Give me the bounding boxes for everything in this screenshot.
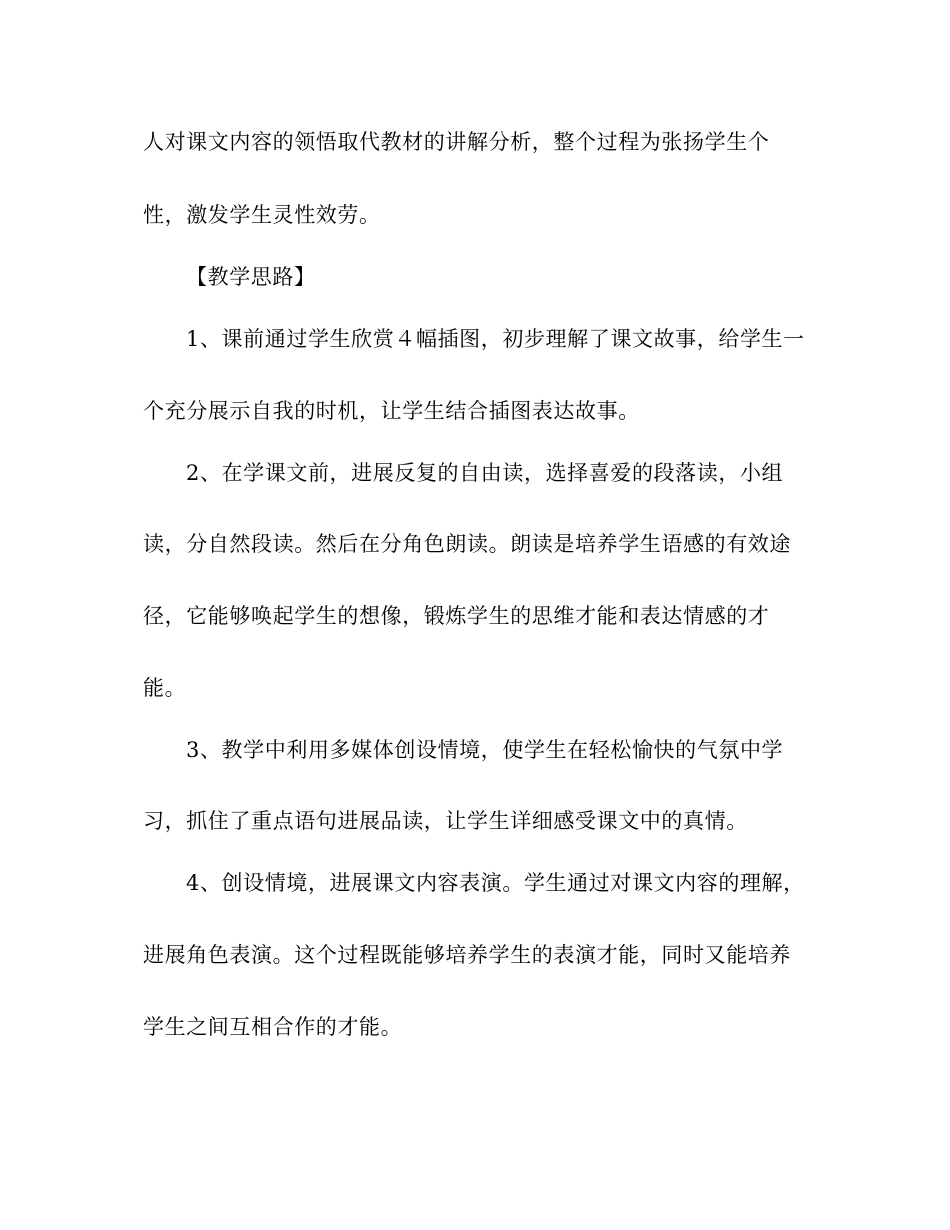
- text-line-point-3b: 习，抓住了重点语句进展品读，让学生详细感受课文中的真情。: [143, 809, 748, 833]
- text-line-point-4b: 进展角色表演。这个过程既能够培养学生的表演才能，同时又能培养: [143, 943, 791, 967]
- text-line-point-2a: 2、在学课文前，进展反复的自由读，选择喜爱的段落读，小组: [186, 461, 784, 485]
- text-line-point-2b: 读，分自然段读。然后在分角色朗读。朗读是培养学生语感的有效途: [143, 532, 791, 556]
- text-line-point-2d: 能。: [143, 676, 187, 700]
- text-line-point-4c: 学生之间互相合作的才能。: [143, 1015, 403, 1039]
- text-line-point-1b: 个充分展示自我的时机，让学生结合插图表达故事。: [143, 399, 640, 423]
- text-line-point-1a: 1、课前通过学生欣赏４幅插图，初步理解了课文故事，给学生一: [186, 327, 805, 351]
- text-line-point-3a: 3、教学中利用多媒体创设情境，使学生在轻松愉快的气氛中学: [186, 738, 784, 762]
- text-line-point-4a: 4、创设情境，进展课文内容表演。学生通过对课文内容的理解，: [186, 871, 805, 895]
- text-line-intro-2: 性，激发学生灵性效劳。: [143, 203, 381, 227]
- section-heading-teaching-approach: 【教学思路】: [186, 265, 316, 289]
- text-line-intro-1: 人对课文内容的领悟取代教材的讲解分析，整个过程为张扬学生个: [143, 130, 770, 154]
- text-line-point-2c: 径，它能够唤起学生的想像，锻炼学生的思维才能和表达情感的才: [143, 604, 770, 628]
